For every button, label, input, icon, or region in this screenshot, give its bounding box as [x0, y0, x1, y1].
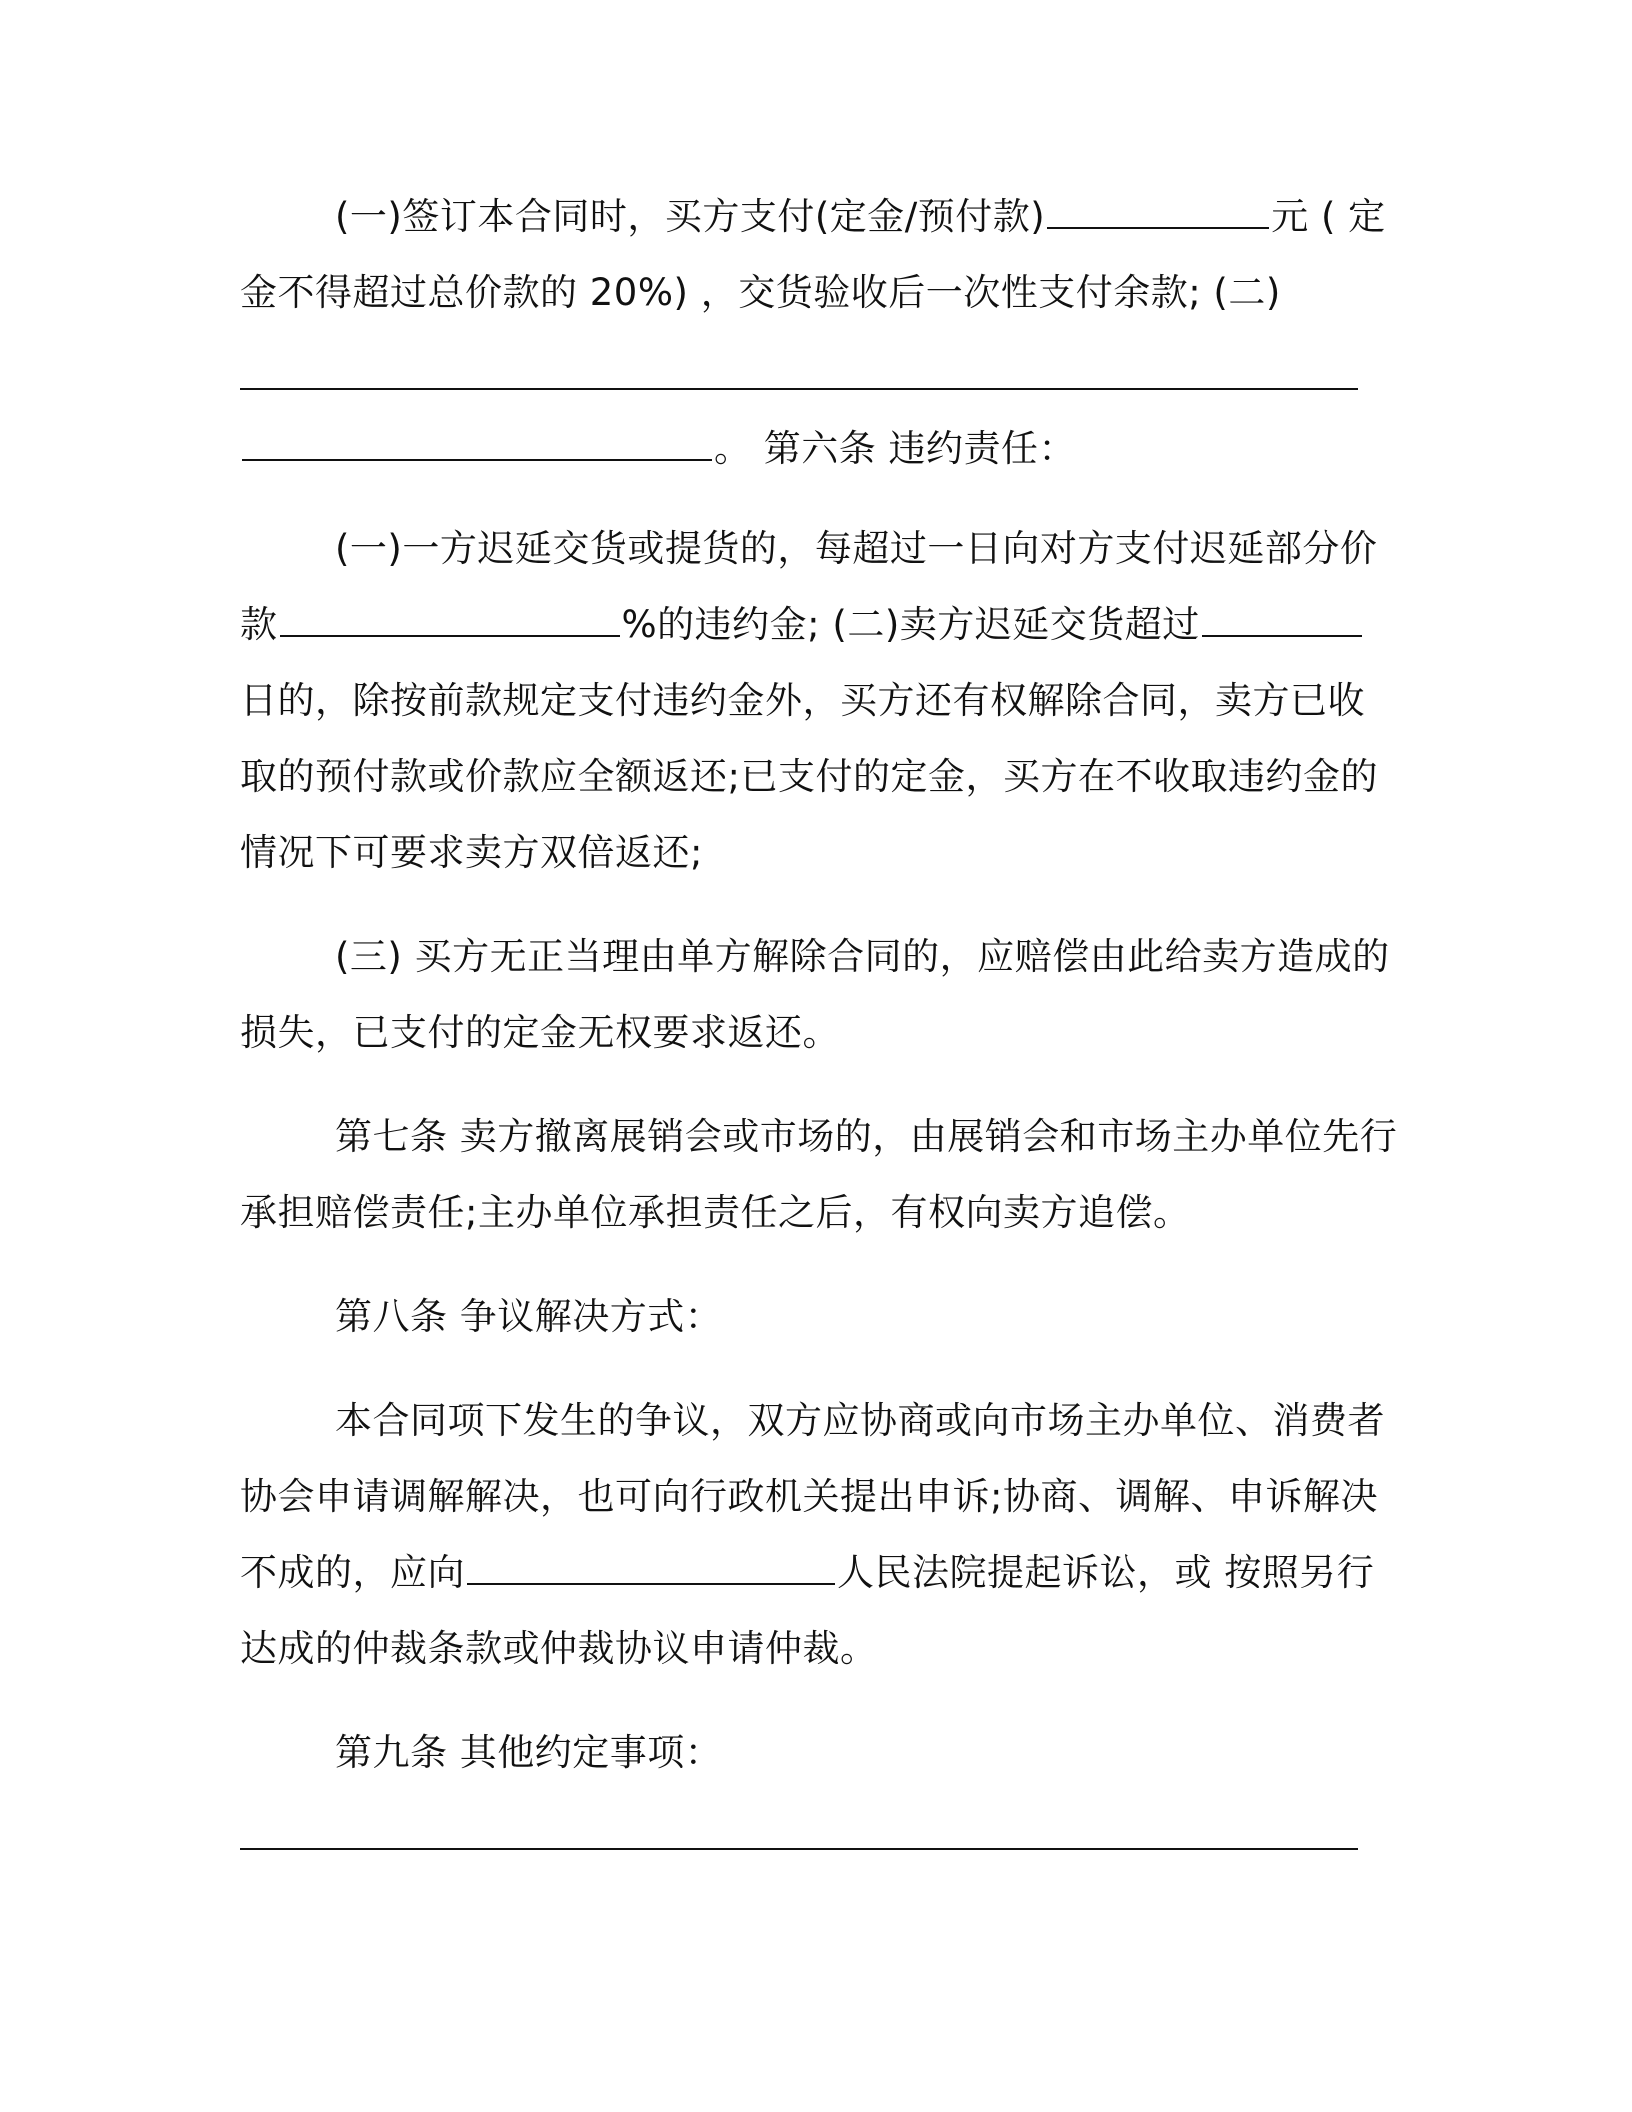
text-line: 日的，除按前款规定支付违约金外，买方还有权解除合同，卖方已收 [240, 679, 1365, 722]
fill-blank-line[interactable] [240, 1848, 1358, 1850]
article-heading: 第九条 其他约定事项： [335, 1731, 723, 1774]
text-line: (一)一方迟延交货或提货的，每超过一日向对方支付迟延部分价 [335, 527, 1378, 570]
text-segment: (一)签订本合同时，买方支付(定金/预付款) [335, 195, 1046, 238]
article-heading: 第八条 争议解决方式： [335, 1295, 723, 1338]
text-line: 承担赔偿责任;主办单位承担责任之后，有权向卖方追偿。 [240, 1191, 1191, 1234]
text-line: 本合同项下发生的争议，双方应协商或向市场主办单位、消费者 [335, 1399, 1385, 1442]
text-segment: 不成的，应向 [240, 1551, 465, 1594]
fill-blank-deposit-amount[interactable] [1047, 195, 1269, 229]
text-line [240, 1548, 1374, 1598]
text-line: 协会申请调解解决，也可向行政机关提出申诉;协商、调解、申诉解决 [240, 1475, 1378, 1518]
text-line [335, 192, 1386, 242]
text-line: 达成的仲裁条款或仲裁协议申请仲裁。 [240, 1627, 878, 1670]
text-segment: 人民法院提起诉讼，或 按照另行 [837, 1551, 1375, 1594]
text-segment: 款 [240, 603, 278, 646]
text-line [240, 600, 1364, 650]
text-line: 第七条 卖方撤离展销会或市场的，由展销会和市场主办单位先行 [335, 1115, 1398, 1158]
fill-blank-court-name[interactable] [467, 1551, 835, 1585]
text-line: 金不得超过总价款的 20%) ，交货验收后一次性支付余款; (二) [240, 271, 1281, 314]
text-line: 损失，已支付的定金无权要求返还。 [240, 1011, 840, 1054]
text-segment: 元 ( 定 [1271, 195, 1386, 238]
fill-blank-delay-days[interactable] [1202, 603, 1362, 637]
text-line: 情况下可要求卖方双倍返还; [240, 831, 703, 874]
text-segment: 。 第六条 违约责任： [714, 427, 1077, 470]
text-line [240, 424, 1076, 474]
fill-blank-penalty-percent[interactable] [280, 603, 620, 637]
text-line: (三) 买方无正当理由单方解除合同的，应赔偿由此给卖方造成的 [335, 935, 1390, 978]
fill-blank-line[interactable] [240, 388, 1358, 390]
text-segment: %的违约金; (二)卖方迟延交货超过 [621, 603, 1200, 646]
text-line: 取的预付款或价款应全额返还;已支付的定金，买方在不收取违约金的 [240, 755, 1378, 798]
fill-blank-payment-terms[interactable] [242, 427, 712, 461]
